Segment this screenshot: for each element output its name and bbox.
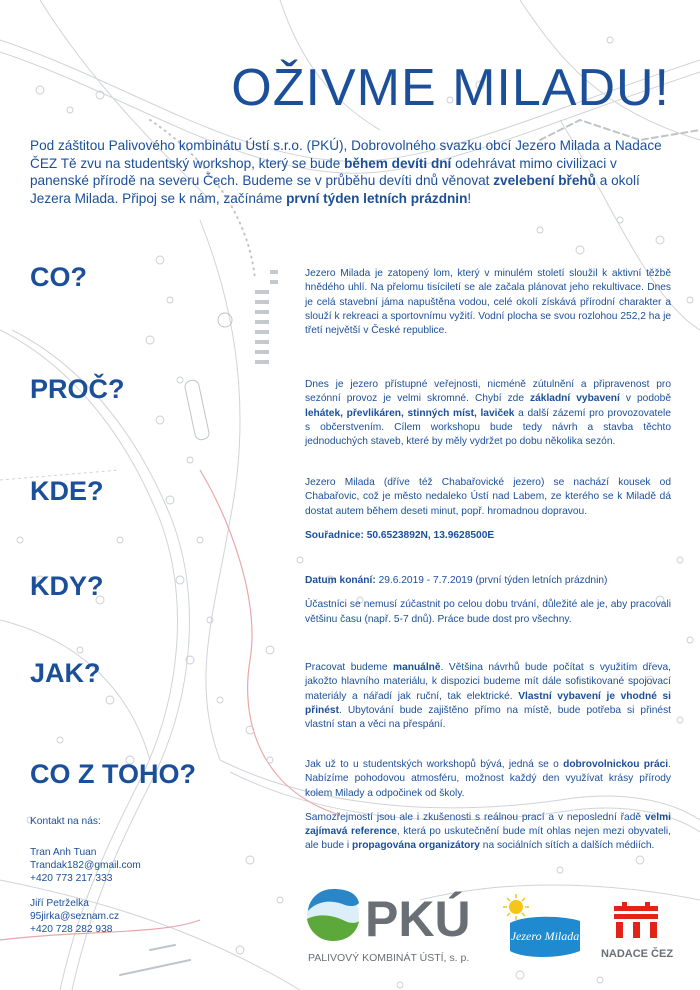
emphasis-text: základní vybavení xyxy=(530,393,620,405)
section-paragraph xyxy=(305,378,671,449)
emphasis-text: manuálně xyxy=(393,662,441,673)
contact-heading: Kontakt na nás: xyxy=(30,816,101,827)
contact-email[interactable]: 95jirka@seznam.cz xyxy=(30,911,120,922)
emphasis-text: dobrovolnickou práci xyxy=(563,759,669,770)
contact-email[interactable]: Trandak182@gmail.com xyxy=(30,860,141,871)
section-body-co-z-toho xyxy=(305,758,671,864)
section-paragraph xyxy=(305,598,671,627)
cez-logo xyxy=(598,902,676,962)
text-run: 29.6.2019 - 7.7.2019 (první týden letních prázdnin) xyxy=(375,575,608,586)
section-body-proc xyxy=(305,378,671,459)
text-run: odehrávat mimo civilizaci v panenské přírodě na severu Čech. Budeme se v průběhu devíti dnů věnovat xyxy=(30,155,617,188)
section-heading-proc: PROČ? xyxy=(30,374,125,404)
text-run: . Většina návrhů bude počítat s využitím dřeva, jakožto hlavního materiálu, k dispozici budeme mít dále sofistikované spojovací materiály a nářadí jak ruční, tak elektrické. xyxy=(305,662,671,702)
section-heading-jak: JAK? xyxy=(30,658,101,688)
text-run: Samozřejmostí jsou ale i zkušenosti s reálnou prací a v neposlední řadě xyxy=(305,811,645,823)
text-run: Pod záštitou Palivového kombinátu Ústí s.r.o. (PKÚ), Dobrovolného svazku obcí Jezero Milada a Nadace ČEZ Tě zvu na studentský workshop, který se bude xyxy=(30,138,662,171)
text-run: Dnes je jezero přístupné veřejnosti, nicméně zútulnění a připravenost pro sezónní provoz je velmi skromné. Chybí zde xyxy=(305,379,671,405)
section-paragraph xyxy=(305,661,671,732)
pku-subtitle: PALIVOVÝ KOMBINÁT ÚSTÍ, s. p. xyxy=(308,952,470,964)
section-body-kdy xyxy=(305,574,671,637)
text-run: v podobě xyxy=(619,393,671,405)
text-run: Jak už to u studentských workshopů bývá, jedná se o xyxy=(305,759,564,770)
section-paragraph xyxy=(305,529,671,543)
text-run: Jezero Milada (dříve též Chabařovické jezero) se nachází kousek od Chabařovic, což je město nedaleko Ústí nad Labem, ze kterého se k Miladě dá dostat autem během deseti minut, popř. hromadnou dopravou. xyxy=(305,477,671,517)
section-body-kde xyxy=(305,476,671,553)
emphasis-text: propagována organizátory xyxy=(352,840,480,852)
section-heading-co: CO? xyxy=(30,262,87,292)
section-body-jak xyxy=(305,661,671,742)
contact-block xyxy=(30,815,230,936)
milada-logo xyxy=(502,893,584,963)
sun-icon xyxy=(503,894,529,920)
contact-name: Tran Anh Tuan xyxy=(30,847,97,858)
emphasis-text: zvelebení břehů xyxy=(493,173,596,188)
text-run: . Nabízíme pohodovou atmosféru, možnost každý den využívat krásy přírody kolem Milady a odpočinek od školy. xyxy=(305,759,671,799)
section-paragraph xyxy=(305,574,671,588)
section-paragraph xyxy=(305,476,671,519)
text-run: na sociálních sítích a dalších médiích. xyxy=(479,840,655,852)
page-title: OŽIVME MILADU! xyxy=(231,59,670,117)
section-body-co xyxy=(305,267,671,348)
section-heading-kde: KDE? xyxy=(30,476,104,506)
cez-symbol-icon xyxy=(614,902,658,938)
text-run: Účastníci se nemusí zúčastnit po celou dobu trvání, důležité ale je, aby pracovali většinu času (např. 5-7 dnů). Práce bude dost pro všechny. xyxy=(305,599,671,625)
text-run: ! xyxy=(467,190,472,206)
emphasis-text: Souřadnice: 50.6523892N, 13.9628500E xyxy=(305,529,495,541)
cez-name: NADACE ČEZ xyxy=(600,948,674,960)
text-run: . Ubytování bude zajištěno přímo na místě, bude potřeba si přinést vlastní stan a věci na přespání. xyxy=(305,704,671,731)
section-paragraph xyxy=(305,267,671,338)
emphasis-text: lehátek, převlikáren, stinných míst, laviček xyxy=(305,407,515,419)
text-run: a další zázemí pro provozovatele s občerstvením. Cílem workshopu bude tedy návrh a stavba těchto jednoduchých staveb, které by měly vydržet po dobu několika sezón. xyxy=(305,407,671,448)
section-paragraph xyxy=(305,758,671,801)
emphasis-text: velmi zajímavá reference xyxy=(305,811,671,838)
emphasis-text: první týden letních prázdnin xyxy=(286,190,468,206)
contact-name: Jiří Petrželka xyxy=(30,898,89,909)
emphasis-text: Datum konání: xyxy=(305,575,376,586)
contact-phone[interactable]: +420 773 217 333 xyxy=(30,873,113,884)
milada-name: Jezero Milada xyxy=(510,929,580,943)
contact-phone[interactable]: +420 728 282 938 xyxy=(30,924,113,935)
pku-logo xyxy=(305,885,500,967)
emphasis-text: Vlastní vybavení je vhodné si přinést xyxy=(305,690,671,716)
text-run: Jezero Milada je zatopený lom, který v minulém století sloužil k aktivní těžbě hnědého uhlí. Na přelomu tisíciletí se ale začala plánovat jeho rekultivace. Dnes je celá stavební jáma napuštěna vodou, celé okolí získává přírodní charakter a slouží k rekreaci a sportovnímu vyžití. Vodní plocha se svou rozlohou 252,2 ha je třetí největší v České republice. xyxy=(305,268,671,337)
emphasis-text: během devíti dní xyxy=(344,155,452,171)
intro-paragraph xyxy=(30,137,675,207)
section-paragraph xyxy=(305,811,671,854)
section-heading-kdy: KDY? xyxy=(30,571,104,601)
section-heading-co-z-toho: CO Z TOHO? xyxy=(30,759,196,789)
pku-mark: PKÚ xyxy=(365,891,471,947)
text-run: a okolí Jezera Milada. Připoj se k nám, začínáme xyxy=(30,173,640,206)
text-run: Pracovat budeme xyxy=(305,662,394,673)
text-run: , která po uskutečnění bude mít ohlas nejen mezi obyvateli, ale bude i xyxy=(305,826,671,852)
